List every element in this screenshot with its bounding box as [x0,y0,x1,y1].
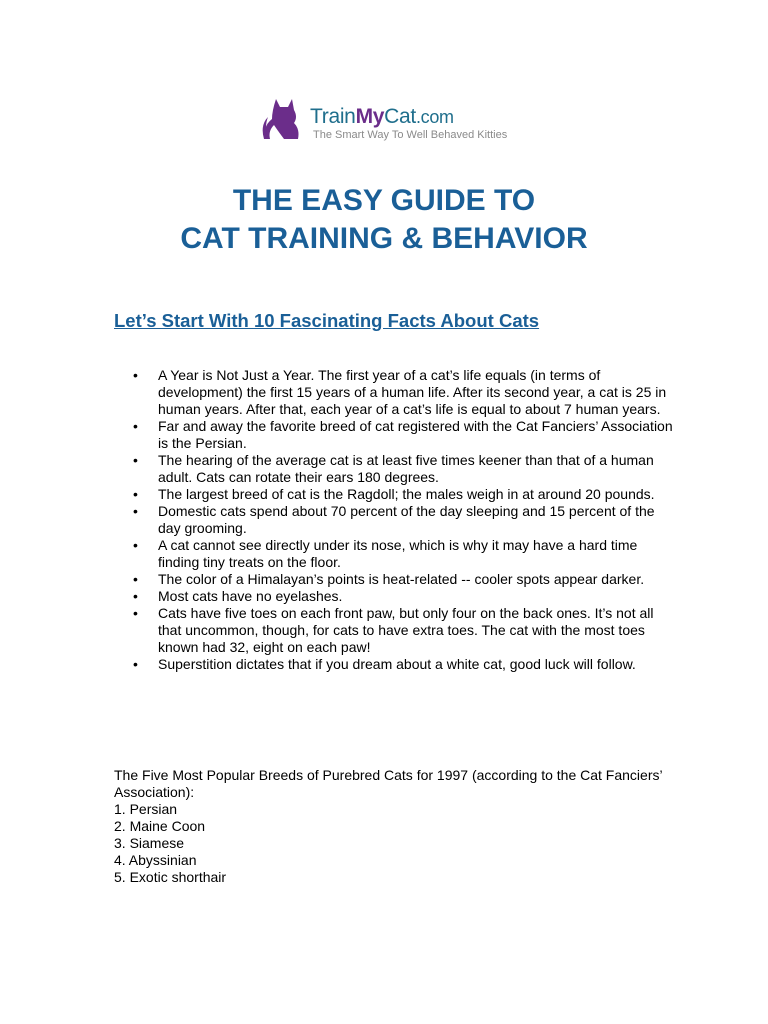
breed-item: 3. Siamese [114,835,185,851]
breeds-list [114,801,226,886]
list-item: • Cats have five toes on each front paw, but only four on the back ones. It’s not all that uncommon, though, for cats to have extra toes. The cat with the most toes known had 32, eight on each paw! [114,605,674,656]
page-title-line-2: CAT TRAINING & BEHAVIOR [180,222,588,255]
breed-item: 4. Abyssinian [114,852,197,868]
list-item: • Most cats have no eyelashes. [114,588,674,605]
list-item: • A Year is Not Just a Year. The first year of a cat’s life equals (in terms of development) the first 15 years of a human life. After its second year, a cat is 25 in human years. After that, each year of a cat’s life is equal to about 7 human years. [114,367,674,418]
section-heading: Let’s Start With 10 Fascinating Facts About Cats [114,310,540,331]
page-title-line-1: THE EASY GUIDE TO [232,184,536,217]
breeds-intro: The Five Most Popular Breeds of Purebred Cats for 1997 (according to the Cat Fanciers’ Association): [114,767,663,800]
brand-tagline: The Smart Way To Well Behaved Kitties [313,129,508,141]
brand-name: TrainMyCat.com [310,105,454,128]
list-item: • Far and away the favorite breed of cat registered with the Cat Fanciers’ Association is the Persian. [114,418,674,452]
breed-item: 1. Persian [114,801,178,817]
brand-logo [258,95,518,145]
list-item: • The hearing of the average cat is at least five times keener than that of a human adult. Cats can rotate their ears 180 degrees. [114,452,674,486]
list-item: • The color of a Himalayan’s points is heat-related -- cooler spots appear darker. [114,571,674,588]
list-item: • Superstition dictates that if you dream about a white cat, good luck will follow. [114,656,674,673]
breed-item: 5. Exotic shorthair [114,869,227,885]
breed-item: 2. Maine Coon [114,818,206,834]
facts-list [114,367,674,673]
list-item: • A cat cannot see directly under its nose, which is why it may have a hard time finding tiny treats on the floor. [114,537,674,571]
list-item: • The largest breed of cat is the Ragdoll; the males weigh in at around 20 pounds. [114,486,674,503]
list-item: • Domestic cats spend about 70 percent of the day sleeping and 15 percent of the day grooming. [114,503,674,537]
cat-silhouette-icon [258,95,308,143]
